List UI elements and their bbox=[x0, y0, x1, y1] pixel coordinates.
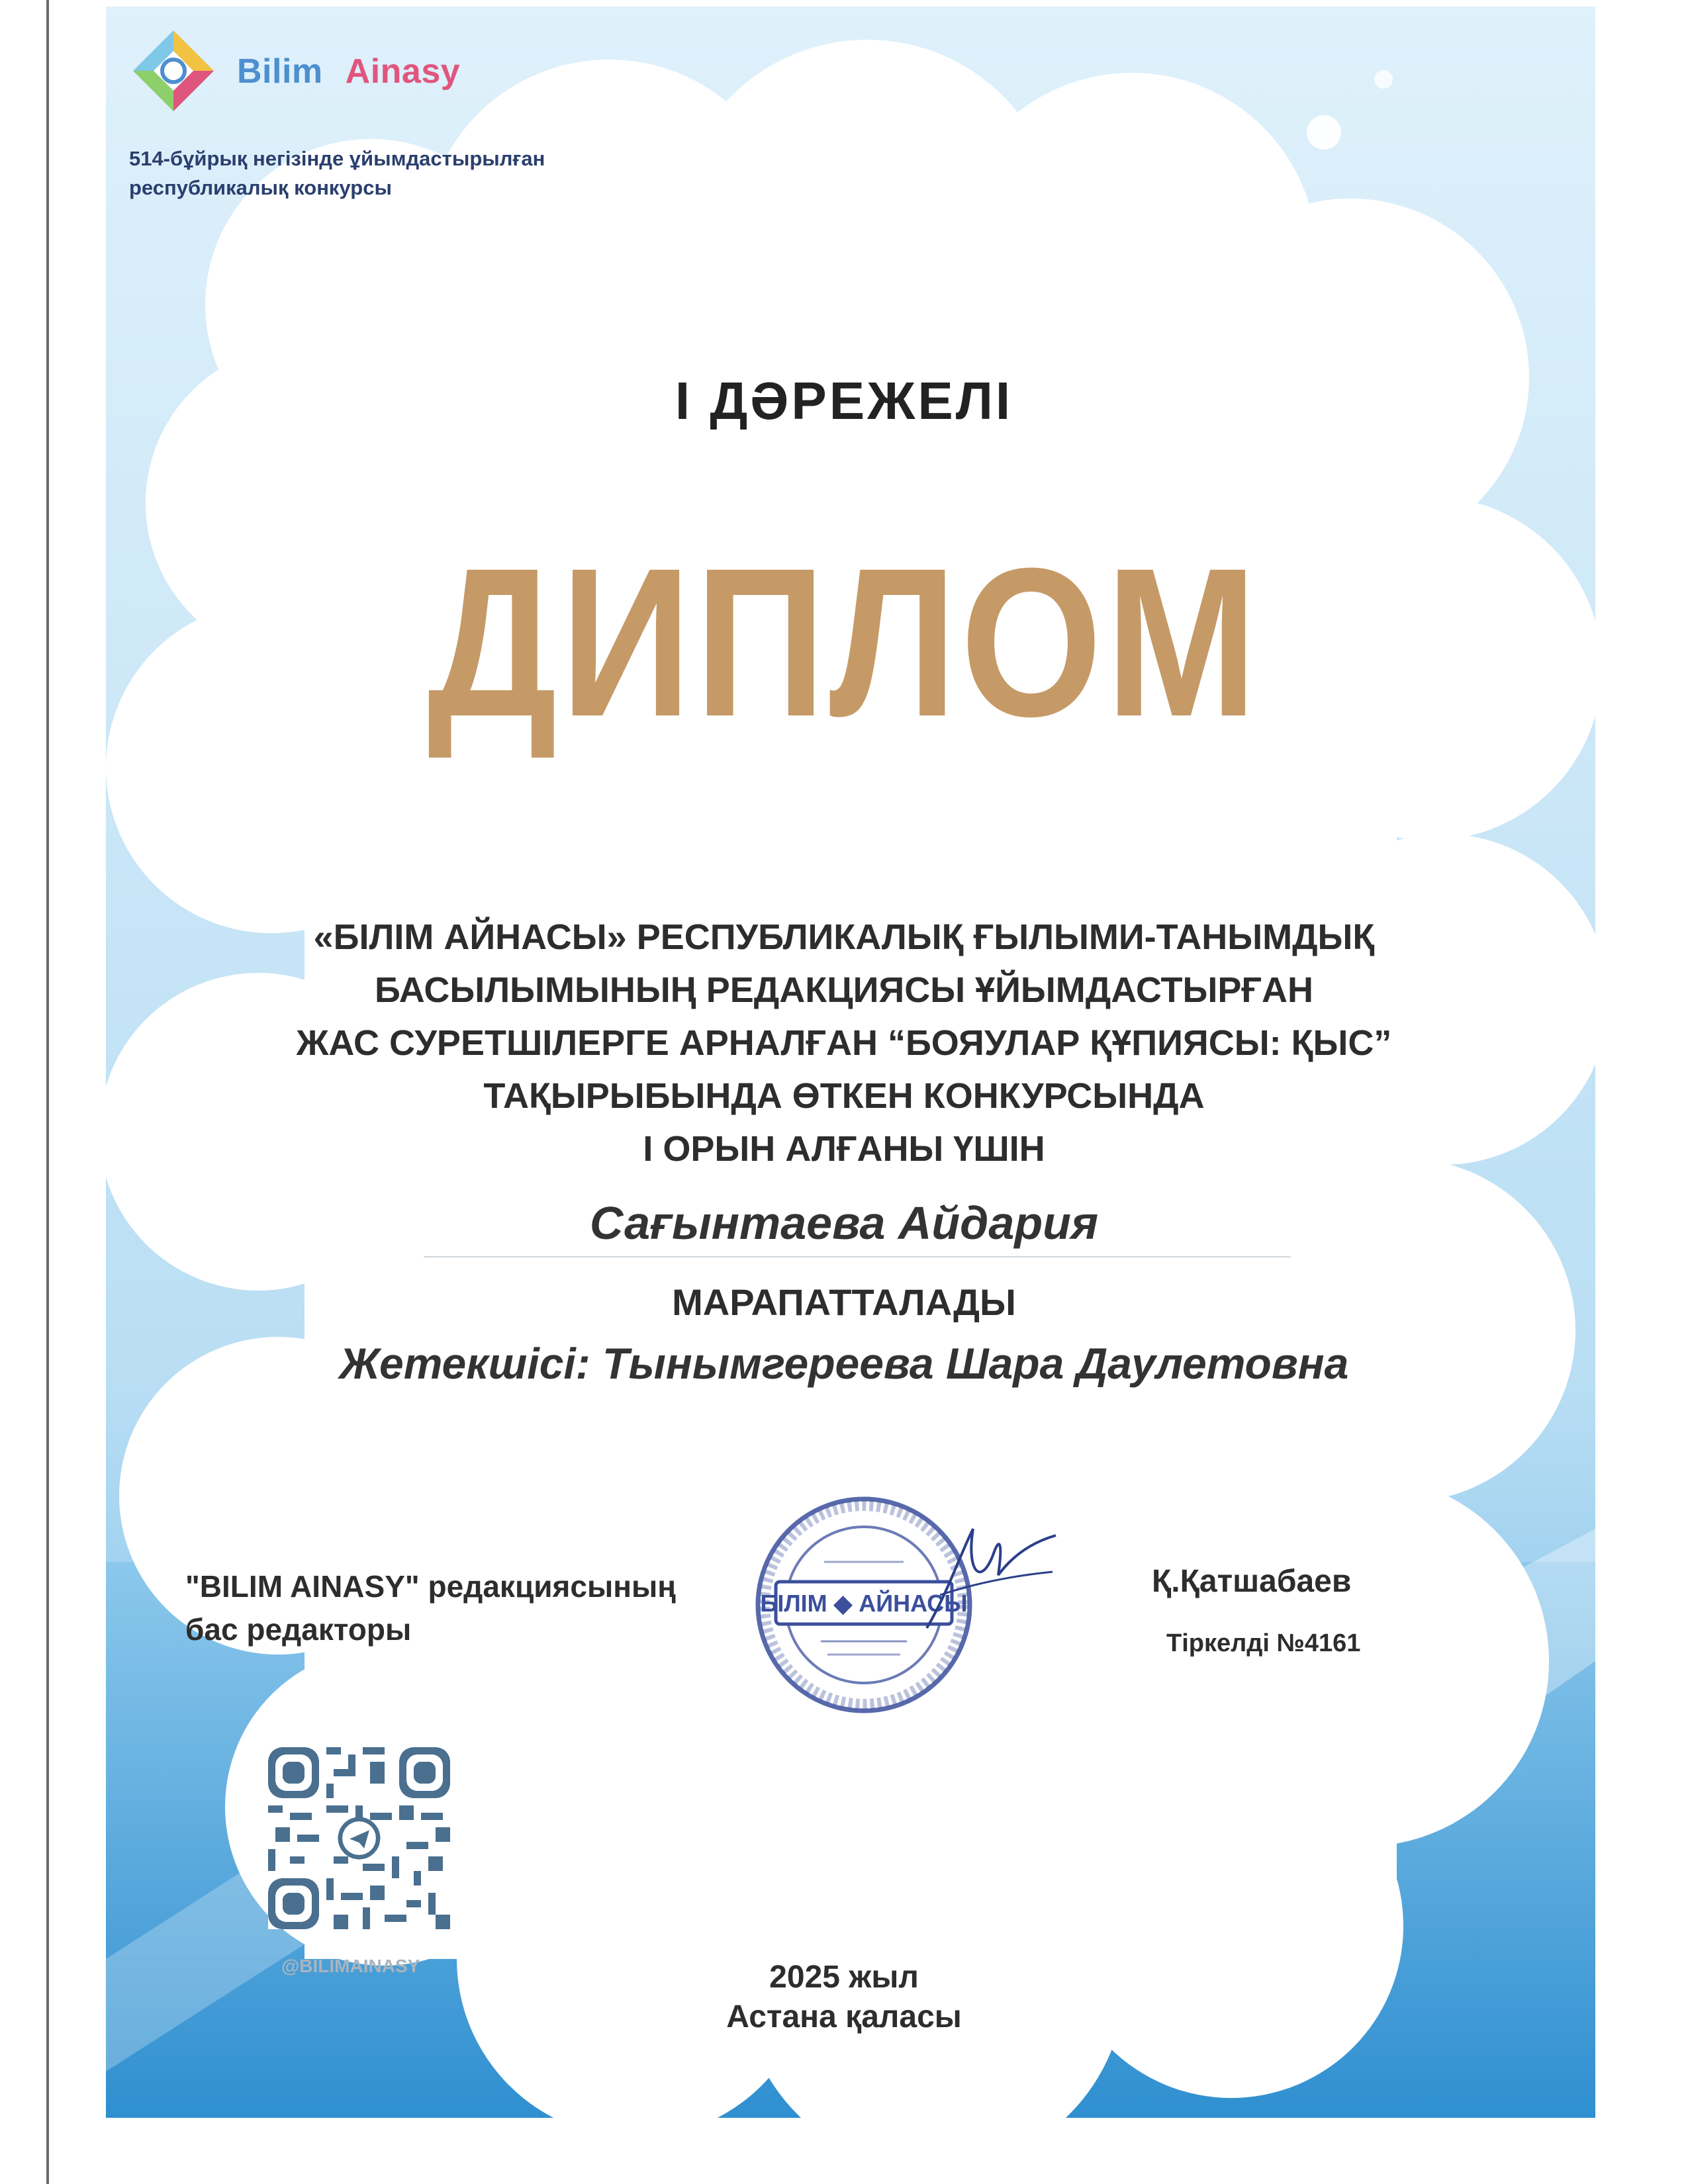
signature-scribble bbox=[920, 1516, 1059, 1635]
issue-year: 2025 жыл bbox=[769, 1960, 919, 1995]
editor-title-line-1: "BILIM AINASY" редакциясының bbox=[185, 1569, 677, 1604]
awarded-text: МАРАПАТТАЛАДЫ bbox=[672, 1281, 1016, 1323]
body-line-5: І ОРЫН АЛҒАНЫ ҮШІН bbox=[643, 1129, 1045, 1169]
social-handle: @BILIMAINASY bbox=[281, 1956, 420, 1976]
awardee-name: Сағынтаева Айдария bbox=[589, 1197, 1099, 1249]
qr-code bbox=[268, 1747, 450, 1929]
body-line-4: ТАҚЫРЫБЫНДА ӨТКЕН КОНКУРСЫНДА bbox=[483, 1076, 1205, 1116]
header-line-1: 514-бұйрық негізінде ұйымдастырылған bbox=[129, 147, 545, 170]
body-line-1: «БІЛІМ АЙНАСЫ» РЕСПУБЛИКАЛЫҚ ҒЫЛЫМИ-ТАНЫМДЫҚ bbox=[313, 917, 1375, 957]
diploma-title: ДИПЛОМ bbox=[427, 523, 1261, 760]
logo-word-bilim: Bilim bbox=[237, 52, 323, 91]
editor-title-line-2: бас редакторы bbox=[185, 1612, 412, 1647]
signer-name: Қ.Қатшабаев bbox=[1152, 1564, 1352, 1599]
issue-city: Астана қаласы bbox=[726, 1999, 962, 2034]
name-underline bbox=[424, 1256, 1291, 1257]
logo-word-ainasy: Ainasy bbox=[345, 52, 461, 91]
body-line-3: ЖАС СУРЕТШІЛЕРГЕ АРНАЛҒАН “БОЯУЛАР ҚҰПИЯСЫ: ҚЫС” bbox=[296, 1023, 1392, 1063]
header-line-2: республикалық конкурсы bbox=[129, 176, 392, 199]
degree-heading: І ДӘРЕЖЕЛІ bbox=[675, 371, 1013, 430]
body-line-2: БАСЫЛЫМЫНЫҢ РЕДАКЦИЯСЫ ҰЙЫМДАСТЫРҒАН bbox=[374, 970, 1314, 1010]
stamp-center-text: БІЛІМ ◆ АЙНАСЫ bbox=[760, 1590, 968, 1617]
logo-diamond-icon bbox=[129, 26, 218, 116]
registration-number: Тіркелді №4161 bbox=[1166, 1629, 1361, 1657]
bilim-ainasy-logo bbox=[129, 26, 460, 116]
supervisor-line: Жетекшісі: Тынымгереева Шара Даулетовна bbox=[339, 1339, 1349, 1388]
